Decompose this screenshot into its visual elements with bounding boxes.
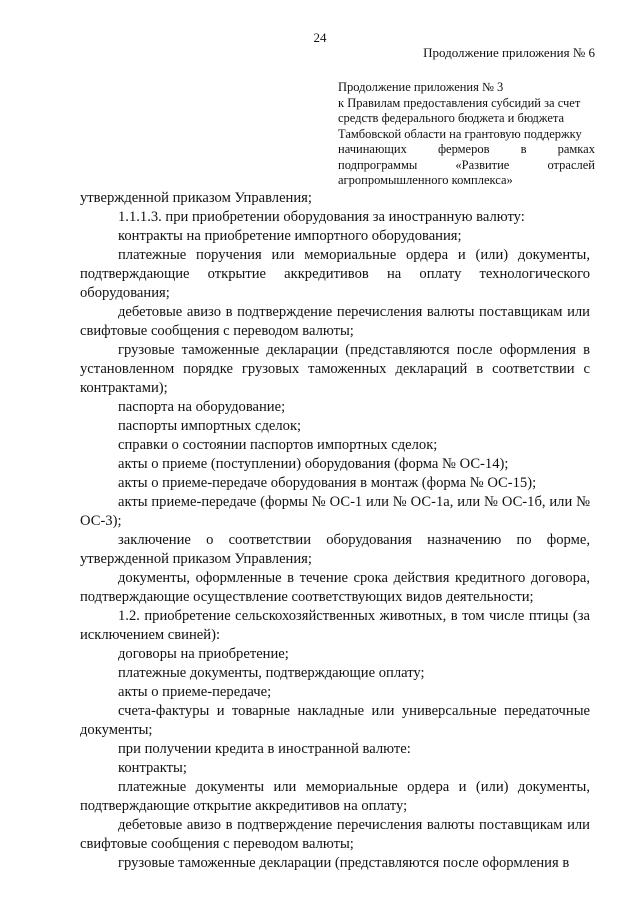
paragraph: контракты на приобретение импортного оборудования; xyxy=(118,228,462,244)
paragraph: акты о приеме (поступлении) оборудования (форма № ОС-14); xyxy=(118,456,509,472)
paragraph: при получении кредита в иностранной валюте: xyxy=(118,741,411,757)
header-word: «Развитие xyxy=(455,157,510,172)
header-line: Продолжение приложения № 3 xyxy=(338,80,504,94)
paragraph: платежные документы или мемориальные ордера и (или) документы, подтверждающие открытие аккредитивов на оплату; xyxy=(80,779,590,814)
annex-3-header xyxy=(338,80,595,189)
paragraph: паспорты импортных сделок; xyxy=(118,418,302,434)
header-word: отраслей xyxy=(547,157,595,172)
document-body xyxy=(80,189,590,873)
paragraph: акты о приеме-передаче; xyxy=(118,684,272,700)
paragraph: заключение о соответствии оборудования назначению по форме, утвержденной приказом Управления; xyxy=(80,532,590,567)
paragraph: платежные поручения или мемориальные ордера и (или) документы, подтверждающие открытие аккредитивов на оплату технологического оборудования; xyxy=(80,247,590,301)
paragraph: акты о приеме-передаче оборудования в монтаж (форма № ОС-15); xyxy=(118,475,537,491)
header-word: рамках xyxy=(557,142,595,156)
paragraph: дебетовые авизо в подтверждение перечисления валюты поставщикам или свифтовые сообщения с переводом валюты; xyxy=(80,817,590,852)
page-number: 24 xyxy=(313,30,327,45)
paragraph: платежные документы, подтверждающие оплату; xyxy=(118,665,425,681)
header-word: начинающих xyxy=(338,142,407,156)
header-line: средств федерального бюджета и бюджета xyxy=(338,111,565,125)
paragraph: документы, оформленные в течение срока действия кредитного договора, подтверждающие осуществление соответствующих видов деятельности; xyxy=(80,570,590,605)
paragraph: утвержденной приказом Управления; xyxy=(80,190,312,206)
paragraph: 1.1.1.3. при приобретении оборудования за иностранную валюту: xyxy=(118,209,525,225)
header-word: фермеров xyxy=(437,142,490,156)
header-line: Тамбовской области на грантовую поддержку xyxy=(338,126,582,141)
paragraph: справки о состоянии паспортов импортных сделок; xyxy=(118,437,438,453)
paragraph: дебетовые авизо в подтверждение перечисления валюты поставщикам или свифтовые сообщения с переводом валюты; xyxy=(80,304,590,339)
header-line xyxy=(338,142,595,158)
paragraph: договоры на приобретение; xyxy=(118,646,289,662)
header-line: к Правилам предоставления субсидий за счет xyxy=(338,95,581,110)
paragraph: 1.2. приобретение сельскохозяйственных животных, в том числе птицы (за исключением свиней): xyxy=(80,608,590,643)
paragraph: контракты; xyxy=(118,760,187,776)
header-word: в xyxy=(520,142,527,156)
header-line xyxy=(338,158,595,174)
paragraph: грузовые таможенные декларации (представляются после оформления в xyxy=(118,855,570,871)
paragraph: грузовые таможенные декларации (представляются после оформления в установленном порядке грузовых таможенных деклараций в соответствии с контрактами); xyxy=(80,342,590,396)
annex-6-continuation: Продолжение приложения № 6 xyxy=(423,45,595,60)
paragraph: паспорта на оборудование; xyxy=(118,399,286,415)
paragraph: акты приеме-передаче (формы № ОС-1 или № ОС-1а, или № ОС-1б, или № ОС-3); xyxy=(80,494,590,529)
header-line: агропромышленного комплекса» xyxy=(338,173,513,187)
header-word: подпрограммы xyxy=(338,157,418,172)
paragraph: счета-фактуры и товарные накладные или универсальные передаточные документы; xyxy=(80,703,590,738)
